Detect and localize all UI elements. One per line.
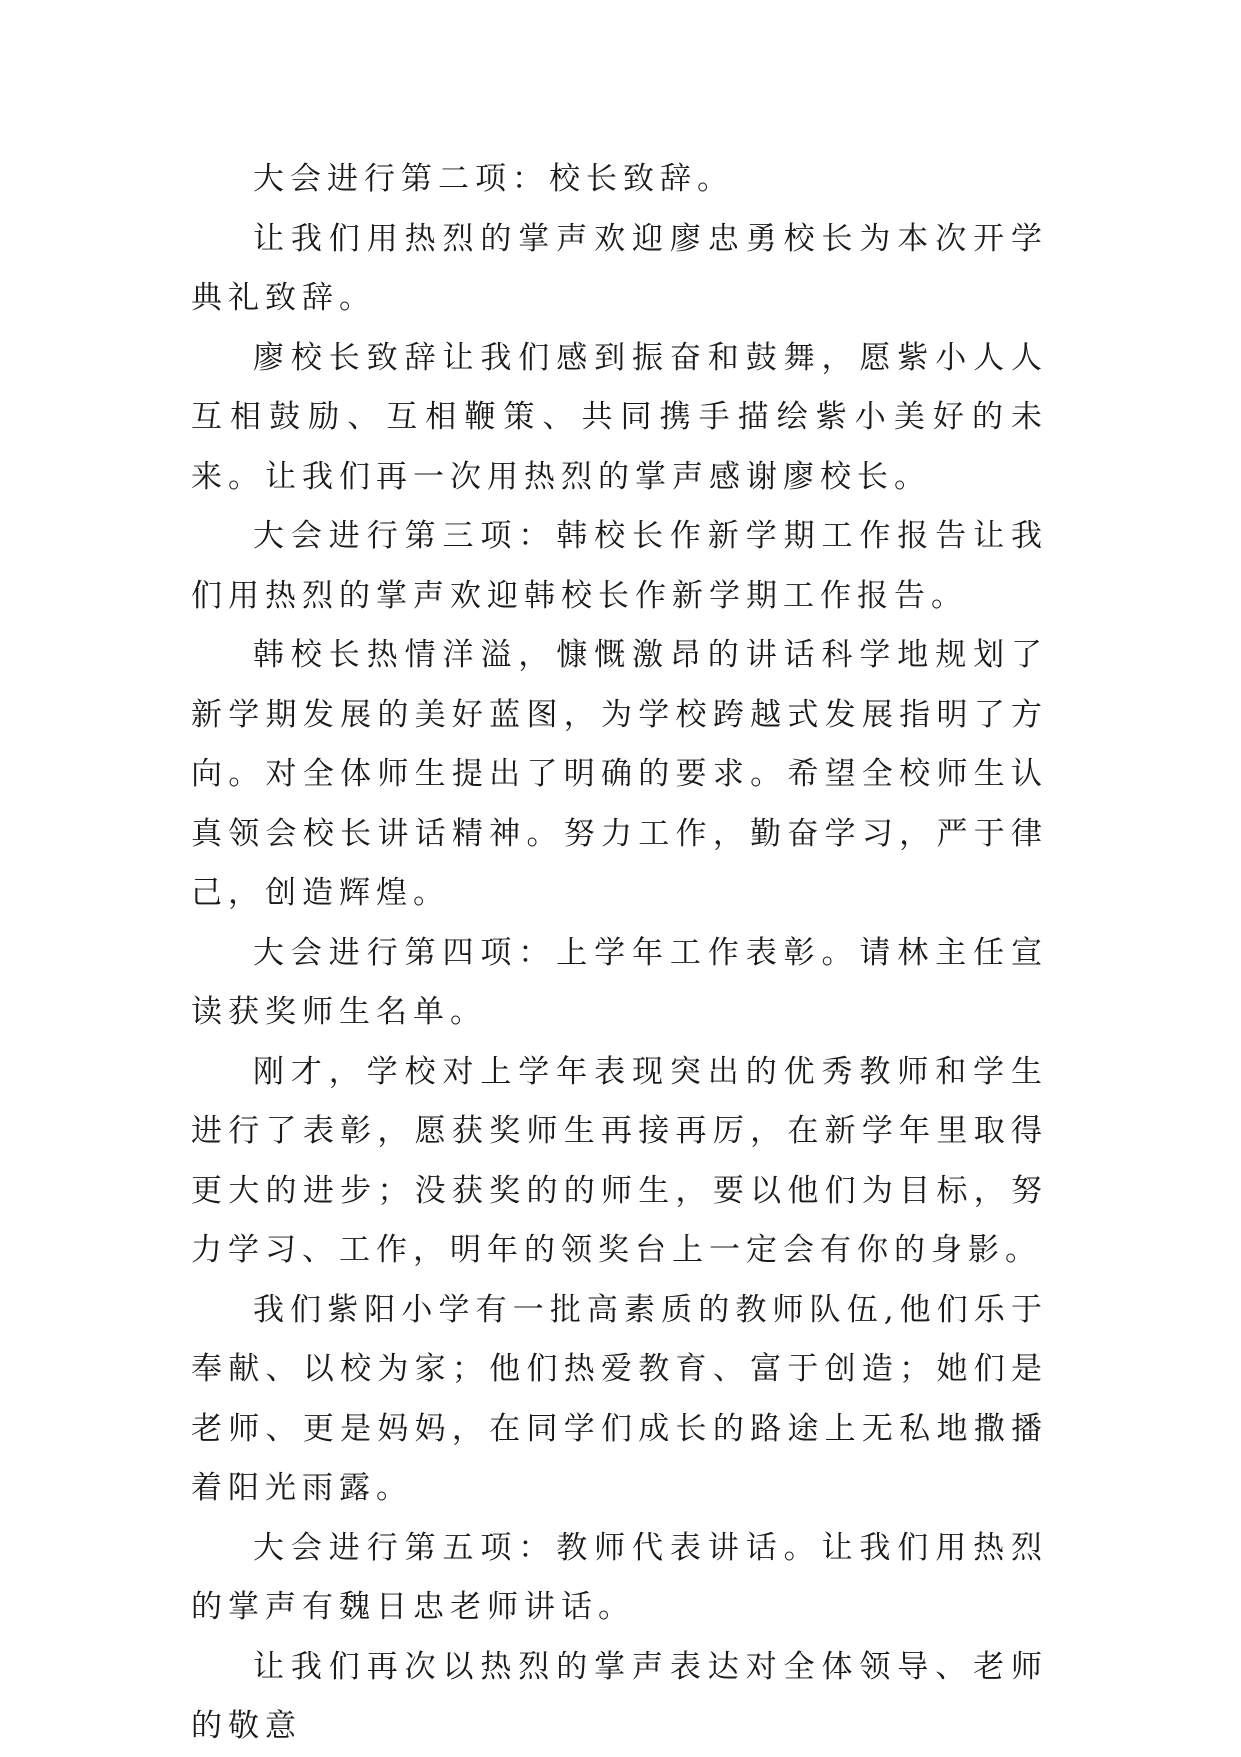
paragraph-item-3-intro: 大会进行第三项：韩校长作新学期工作报告让我们用热烈的掌声欢迎韩校长作新学期工作报告。 bbox=[191, 518, 1048, 614]
paragraph-principal-thanks: 廖校长致辞让我们感到振奋和鼓舞，愿紫小人人互相鼓励、互相鞭策、共同携手描绘紫小美好的未来。让我们再一次用热烈的掌声感谢廖校长。 bbox=[191, 339, 1048, 495]
paragraph-closing-thanks: 让我们再次以热烈的掌声表达对全体领导、老师的敬意 bbox=[191, 1648, 1048, 1744]
paragraph-item-2-intro: 大会进行第二项：校长致辞。 bbox=[253, 161, 734, 197]
document-body bbox=[191, 150, 1048, 1757]
paragraph-report-summary: 韩校长热情洋溢，慷慨激昂的讲话科学地规划了新学期发展的美好蓝图，为学校跨越式发展指明了方向。对全体师生提出了明确的要求。希望全校师生认真领会校长讲话精神。努力工作，勤奋学习，严于律己，创造辉煌。 bbox=[191, 637, 1048, 911]
paragraph-awards-summary: 刚才，学校对上学年表现突出的优秀教师和学生进行了表彰，愿获奖师生再接再厉，在新学年里取得更大的进步；没获奖的的师生，要以他们为目标，努力学习、工作，明年的领奖台上一定会有你的身影。 bbox=[191, 1053, 1048, 1268]
paragraph-principal-welcome: 让我们用热烈的掌声欢迎廖忠勇校长为本次开学典礼致辞。 bbox=[191, 220, 1048, 316]
paragraph-teachers-praise: 我们紫阳小学有一批高素质的教师队伍,他们乐于奉献、以校为家；他们热爱教育、富于创造；她们是老师、更是妈妈，在同学们成长的路途上无私地撒播着阳光雨露。 bbox=[191, 1291, 1048, 1506]
paragraph-item-5-intro: 大会进行第五项：教师代表讲话。让我们用热烈的掌声有魏日忠老师讲话。 bbox=[191, 1529, 1048, 1625]
paragraph-item-4-intro: 大会进行第四项：上学年工作表彰。请林主任宣读获奖师生名单。 bbox=[191, 934, 1048, 1030]
